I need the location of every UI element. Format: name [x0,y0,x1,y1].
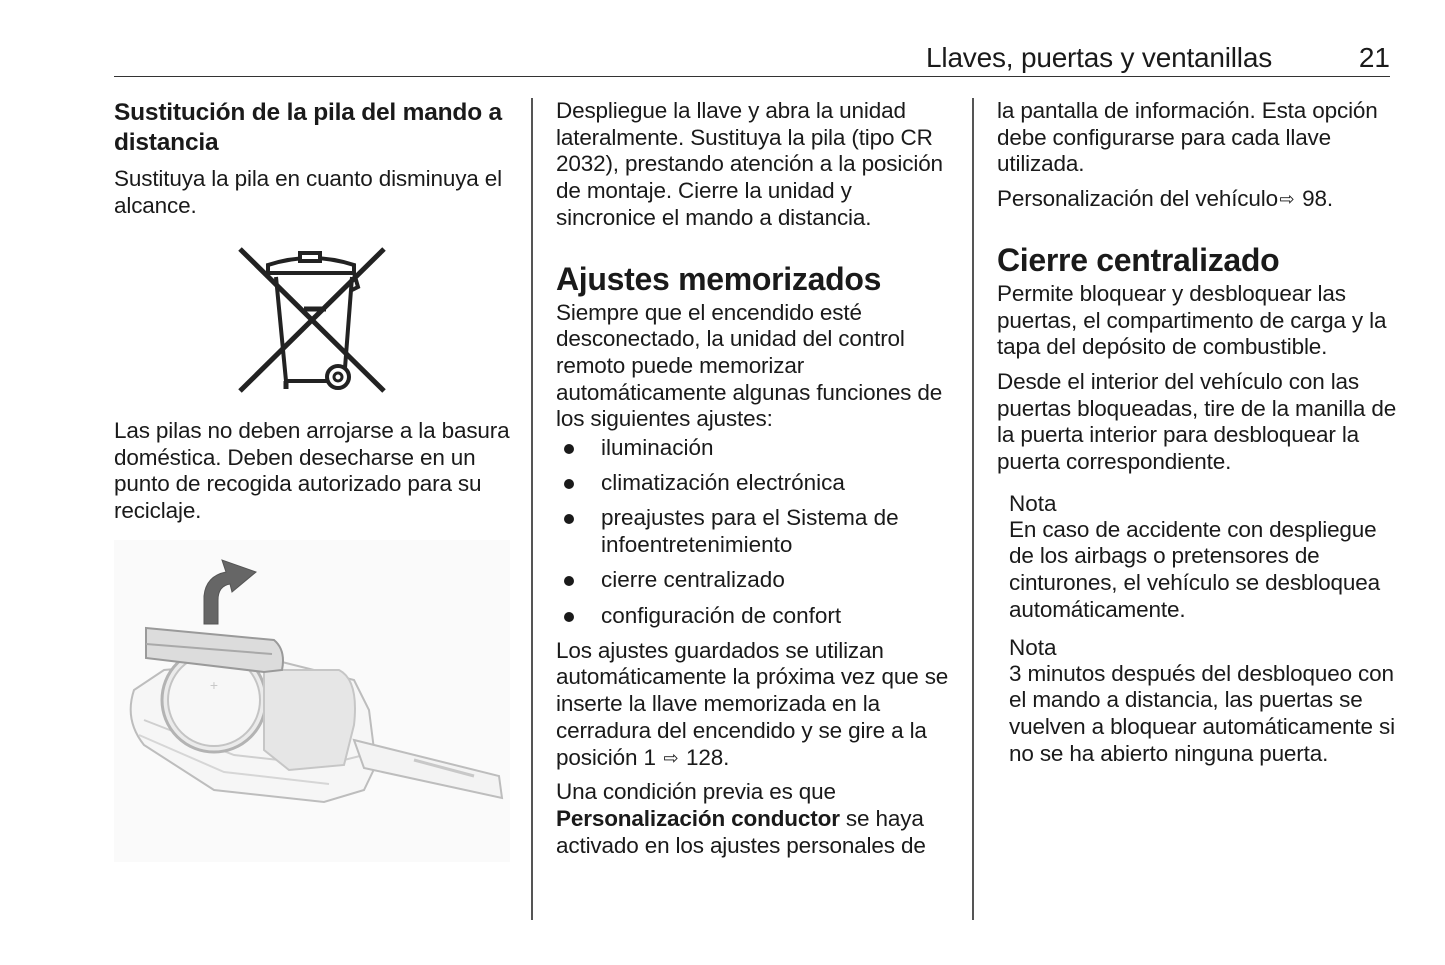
note-title: Nota [1009,490,1057,516]
key-battery-replacement-illustration [114,540,510,862]
note-box [997,634,1397,768]
section-heading-central-locking: Cierre centralizado [997,241,1280,278]
chapter-title: Llaves, puertas y ventanillas [926,42,1272,73]
bullet-icon [564,444,574,454]
page-reference-link[interactable]: 128. [686,744,730,770]
central-locking-para-2: Desde el interior del vehículo con las puertas bloqueadas, tire de la manilla de la puerta interior para desbloquear la puerta correspondiente. [997,368,1397,475]
column-2 [556,98,956,859]
column-divider [972,98,974,920]
section-heading-memorized-settings: Ajustes memorizados [556,260,882,297]
continued-text: la pantalla de información. Esta opción debe configurarse para cada llave utilizada. [997,98,1378,177]
list-item: iluminación [556,435,956,462]
note-text: 3 minutos después del desbloqueo con el mando a distancia, las puertas se vuelven a bloquear automáticamente si no se ha abierto ninguna puerta. [1009,660,1395,766]
crossed-out-wheelie-bin-icon [234,243,388,395]
column-1 [114,98,514,219]
column-divider [531,98,533,920]
column-1-lower [114,418,514,525]
list-item: climatización electrónica [556,470,956,497]
condition-text: Una condición previa es que Personalización conductor se haya activado en los ajustes personales de [556,779,926,858]
note-box [997,490,1397,624]
list-item: configuración de confort [556,603,956,630]
bullet-icon [564,514,574,524]
list-item: cierre centralizado [556,567,956,594]
replace-instructions: Despliegue la llave y abra la unidad lateralmente. Sustituya la pila (tipo CR 2032), prestando atención a la posición de montaje. Cierre la unidad y sincronice el mando a distancia. [556,98,943,230]
memorized-settings-list [556,435,956,629]
central-locking-para-1: Permite bloquear y desbloquear las puertas, el compartimento de carga y la tapa del depósito de combustible. [997,280,1387,360]
menu-term: Personalización conductor [556,805,840,831]
memorized-intro: Siempre que el encendido esté desconectado, la unidad del control remoto puede memorizar automáticamente algunas funciones de los siguientes ajustes: [556,299,943,432]
page-header [114,40,1390,77]
page-reference-arrow-icon: ⇨ [1279,189,1295,210]
page-reference-arrow-icon: ⇨ [663,747,679,768]
disposal-text: Las pilas no deben arrojarse a la basura doméstica. Deben desecharse en un punto de recogida autorizado para su reciclaje. [114,418,510,524]
note-text: En caso de accidente con despliegue de los airbags o pretensores de cinturones, el vehículo se desbloquea automáticamente. [1009,516,1380,622]
note-title: Nota [1009,634,1057,660]
battery-intro-text: Sustituya la pila en cuanto disminuya el alcance. [114,166,502,218]
page-reference-link[interactable]: 98. [1302,186,1333,212]
subheading-battery-replacement: Sustitución de la pila del mando a distancia [114,99,502,156]
page-number: 21 [1358,42,1390,73]
svg-text:+: + [209,677,219,693]
bullet-icon [564,576,574,586]
bullet-icon [564,612,574,622]
usage-text: Los ajustes guardados se utilizan automáticamente la próxima vez que se inserte la llave memorizada en la cerradura del encendido y se gire a la posición 1 ⇨ 128. [556,637,949,770]
column-3 [997,98,1397,777]
bullet-icon [564,479,574,489]
list-item: preajustes para el Sistema de infoentretenimiento [556,505,956,558]
vehicle-personalization-ref: Personalización del vehículo⇨ 98. [997,186,1333,212]
